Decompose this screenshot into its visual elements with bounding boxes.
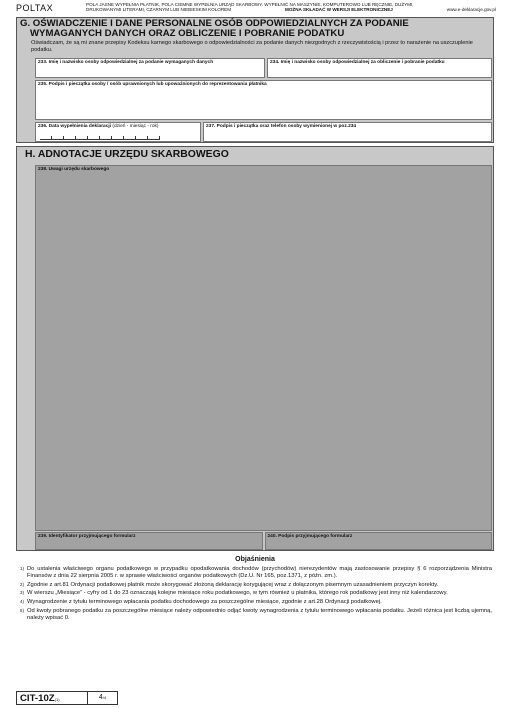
page-total: /4 [102,695,107,700]
field-239-label: 239. Identyfikator przyjmującego formularz [38,534,136,539]
explanation-text: Od kwoty pobranego podatku za poszczególne miesiące należy odpowiednio odjąć kwoty wynagrodzenia z tytułu terminowego wpłacania podatku. Jeżeli różnica jest liczbą ujemną, należy wpisać 0. [27,607,492,621]
explanations-title: Objaśnienia [235,556,275,563]
section-h [16,146,494,551]
explanation-number: 2) [20,581,24,587]
section-g-title-line-2: WYMAGANYCH DANYCH ORAZ OBLICZENIE I POBRANIE PODATKU [30,28,345,39]
explanation-text: Do ustalenia właściwego organu podatkowego w przypadku opodatkowania dochodów (przychodów) nierezydentów mają zastosowanie przepisy § 6 rozporządzenia Ministra Finansów z dnia 22 sierpnia 2005 r. w sprawie właściwości organów podatkowych (Dz.U. Nr 165, poz.1371, z późn. zm.). [27,566,492,579]
form-footer [16,691,494,705]
field-238-tax-office-remarks[interactable] [35,165,492,531]
explanation-text: Wynagrodzenie z tytułu terminowego wpłacania podatku dochodowego za poszczególne miesiące, zgodnie z art.28 Ordynacji podatkowej. [27,599,382,606]
field-236-fill-date[interactable] [35,122,201,142]
instruction-line-2: DRUKOWANYMI LITERAMI, CZARNYM LUB NIEBIESKIM KOLOREM [86,7,232,13]
declaration-text: Oświadczam, że są mi znane przepisy Kodeksu karnego skarbowego o odpowiedzialności za podanie danych niezgodnych z rzeczywistością i przez to narażenie na uszczuplenie podatku. [31,40,473,53]
explanation-item [16,590,494,597]
section-g-title [17,18,493,39]
explanation-number: 3) [20,590,24,596]
field-233-label: 233. Imię i nazwisko osoby odpowiedzialnej za podanie wymaganych danych [38,60,214,65]
explanation-item [16,566,494,580]
field-234-name-tax-responsible[interactable] [267,58,492,78]
explanation-item [16,599,494,606]
date-input-boxes [40,134,160,140]
explanation-number: 1) [20,566,24,571]
field-235-signature-representatives[interactable] [35,80,492,120]
field-234-label: 234. Imię i nazwisko osoby odpowiedzialnej za obliczenie i pobranie podatku [270,60,445,65]
field-240-label: 240. Podpis przyjmującego formularz [267,534,353,539]
field-240-receiver-signature[interactable] [265,532,493,550]
field-239-receiver-id[interactable] [35,532,263,550]
explanation-text: Zgodnie z art.81 Ordynacji podatkowej płatnik może skorygować złożoną deklarację korygującej wraz z dołączonym pisemnym uzasadnieniem przyczyn korekty. [27,581,439,588]
field-237-signature-phone[interactable] [203,122,492,142]
explanation-text: W wierszu „Miesiące” - cyfry od 1 do 23 oznaczają kolejne miesiące roku podatkowego, w tym również u płatnika, którego rok podatkowy jest inny niż kalendarzowy. [27,590,448,597]
field-235-label: 235. Podpis i pieczątka osoby / osób uprawnionych lub upoważnionych do reprezentowania płatnika [38,82,267,87]
explanation-item [16,582,494,589]
page-current: 4 [98,694,103,701]
form-code-text: CIT-10Z [20,693,55,704]
edeklaracje-url: www.e-deklaracje.gov.pl [446,7,496,13]
explanation-number: 5) [20,607,24,613]
instruction-line-1: POLA JASNE WYPEŁNIA PŁATNIK, POLA CIEMNE WYPEŁNIA URZĄD SKARBOWY. WYPEŁNIĆ NA MASZYNIE, KOMPUTEROWO LUB RĘCZNIE, DUŻYMI, [86,2,414,7]
field-236-label-text: 236. Data wypełnienia deklaracji [38,124,112,129]
field-236-label [36,123,200,130]
field-238-label: 238. Uwagi urzędu skarbowego [38,167,110,172]
electronic-version-note: MOŻNA SKŁADAĆ W WERSJI ELEKTRONICZNEJ [285,7,393,13]
section-h-bottom-row [35,532,492,550]
explanation-number: 4) [20,599,24,605]
explanation-item [16,608,494,622]
poltax-brand: POLTAX [16,3,54,13]
filling-instructions [86,2,496,13]
field-233-name-data-responsible[interactable] [35,58,265,78]
explanations [16,556,494,624]
field-237-label: 237. Podpis i pieczątka oraz telefon osoby wymienionej w poz.234 [206,124,357,129]
form-version: (1) [54,697,60,702]
form-code [16,691,88,705]
page-number [88,691,118,705]
field-236-date-hint: (dzień - miesiąc - rok) [112,124,159,129]
section-g [16,17,494,143]
form-header [16,2,496,16]
section-g-title-line-1: G. OŚWIADCZENIE I DANE PERSONALNE OSÓB ODPOWIEDZIALNYCH ZA PODANIE [20,18,409,29]
section-h-title: H. ADNOTACJE URZĘDU SKARBOWEGO [25,149,229,160]
